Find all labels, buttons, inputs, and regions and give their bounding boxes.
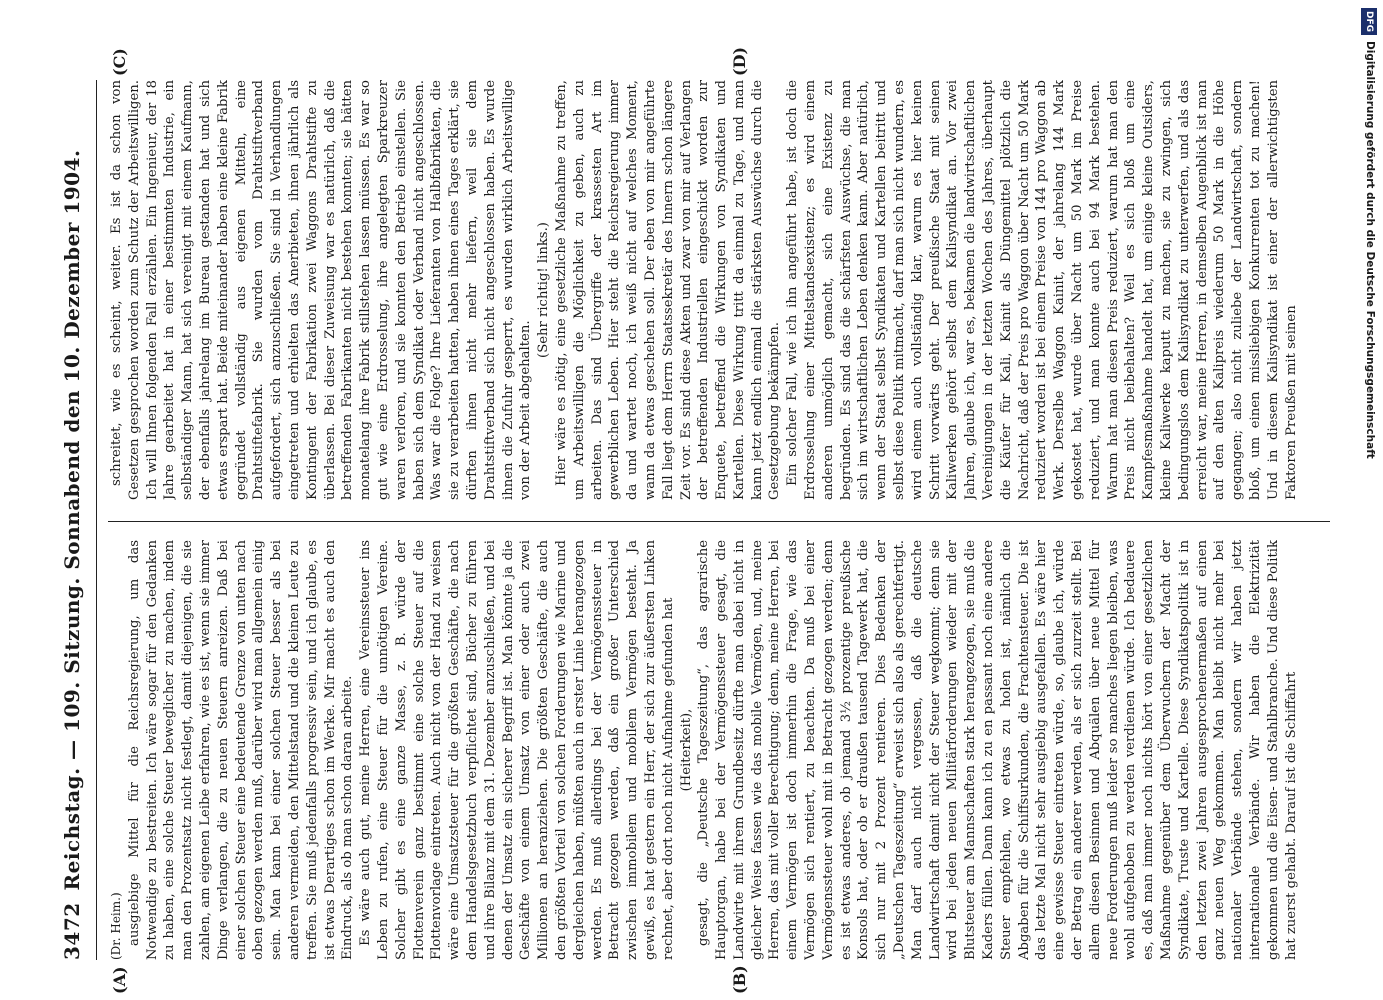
page-header <box>60 80 90 960</box>
page-title: Reichstag. — 109. Sitzung. Sonnabend den 10. Dezember 1904. <box>60 149 84 891</box>
digitization-credit <box>1362 8 1378 992</box>
left-column <box>108 540 1300 960</box>
margin-mark-b: (B) <box>730 965 749 994</box>
dfg-logo: DFG <box>1361 8 1377 35</box>
right-column <box>108 80 1300 500</box>
document-page <box>30 40 1360 1000</box>
credit-text: Digitalisierung gefördert durch die Deutsche Forschungsgemeinschaft <box>1364 41 1376 459</box>
paragraph: Hier wäre es nötig, eine gesetzliche Maßnahme zu treffen, um Arbeitswilligen die Möglichkeit zu geben, auch zu arbeiten. Das sind Übergriffe der krassesten Art im gewerblichen Leben. Hier steht die Reichsregierung immer da und wartet noch, ich weiß nicht auf welches Moment, wann da etwas geschehen soll. Der eben von mir angeführte Fall liegt dem Herrn Staatssekretär des Innern schon längere Zeit vor. Es sind diese Akten und zwar von mir auf Verlangen der betreffenden Industriellen eingeschickt worden zur Enquete, betreffend die Wirkungen von Syndikaten und Kartellen. Diese Wirkung tritt da einmal zu Tage, und man kann jetzt endlich einmal die stärksten Auswüchse durch die Gesetzgebung bekämpfen. <box>553 80 783 500</box>
paragraph: Ein solcher Fall, wie ich ihn angeführt habe, ist doch die Erdrosselung einer Mittelstandsexistenz; es wird einem anderen unmöglich gemacht, sich eine Existenz zu begründen. Es sind das die schärfsten Auswüchse, die man sich im wirtschaftlichen Leben denken kann. Aber natürlich, wenn der Staat selbst Syndikaten und Kartellen beitritt und selbst diese Politik mitmacht, darf man sich nicht wundern, es wird einem auch vollständig klar, warum es hier keinen Schritt vorwärts geht. Der preußische Staat mit seinen Kaliwerken gehört selbst dem Kalisyndikat an. Vor zwei Jahren, glaube ich, war es, bekamen die landwirtschaftlichen Vereinigungen in der letzten Wochen des Jahres, überhaupt die Käufer für Kali, Kainit als Düngemittel plötzlich die Nachricht, daß der Preis pro Waggon über Nacht um 50 Mark reduziert worden ist bei einem Preise von 144 pro Waggon ab Werk. Derselbe Waggon Kainit, der jahrelang 144 Mark gekostet hat, wurde über Nacht um 50 Mark im Preise reduziert, und man konnte auch bei 94 Mark bestehen. Warum hat man diesen Preis reduziert, warum hat man den Preis nicht beibehalten? Weil es sich bloß um eine Kampfesmaßnahme handelt hat, um einige kleine Outsiders, kleine Kaliwerke kaputt zu machen, sie zu zwingen, sich bedingungslos dem Kalisyndikat zu unterwerfen, und als das erreicht war, meine Herren, in demselben Augenblick ist man auf den alten Kalipreis wiederum 50 Mark in die Höhe gegangen; also nicht zuliebe der Landwirtschaft, sondern bloß, um einen missliebigen Konkurrenten tot zu machen! Und in diesem Kalisyndikat ist einer der allerwichtigsten Faktoren Preußen mit seinen <box>785 80 1299 500</box>
paragraph: ausgiebige Mittel für die Reichsregierung, um das Notwendige zu bestreiten. Ich wäre sogar für den Gedanken zu haben, eine solche Steuer beweglicher zu machen, indem man den Prozentsatz nicht festlegt, damit diejenigen, die sie zahlen, am eigenen Leibe erfahren, wie es ist, wenn sie immer Dinge verlangen, die zu neuen Steuern anreizen. Daß bei einer solchen Steuer eine bedeutende Grenze von unten nach oben gezogen werden muß, darüber wird man allgemein einig sein. Man kann bei einer solchen Steuer besser als bei anderen vermeiden, den Mittelstand und die kleinen Leute zu treffen. Sie muß jedenfalls progressiv sein, und ich glaube, es ist etwas Derartiges schon im Werke. Mir macht es auch den Eindruck, als ob man schon daran arbeite. <box>126 540 356 960</box>
margin-mark-c: (C) <box>110 48 129 76</box>
paragraph: Es wäre auch gut, meine Herren, eine Vereinssteuer ins Leben zu rufen, eine Steuer für die unnötigen Vereine. Solcher gibt es eine ganze Masse, z. B. würde der Flottenverein ganz bestimmt eine solche Steuer auf die Flottenvorlage eintreten. Auch nicht von der Hand zu weisen wäre eine Umsatzsteuer für die größten Geschäfte, die nach dem Handelsgesetzbuch verpflichtet sind, Bücher zu führen und ihre Bilanz mit dem 31. Dezember anzuschließen, und bei denen der Umsatz ein sicherer Begriff ist. Man könnte ja die Geschäfte von einem Umsatz von einer oder auch zwei Millionen an heranziehen. Die größten Geschäfte, die auch den größten Vorteil von solchen Forderungen wie Marine und dergleichen haben, müßten auch in erster Linie herangezogen werden. Es muß allerdings bei der Vermögenssteuer in Betracht gezogen werden, daß ein großer Unterschied zwischen immobilem und mobilem Vermögen besteht. Ja gewiß, es hat gestern ein Herr, der sich zur äußersten Linken rechnet, aber dort noch nicht Aufnahme gefunden hat <box>358 540 676 960</box>
page-number: 3472 <box>60 902 84 960</box>
paragraph: gesagt, die „Deutsche Tageszeitung“, das agrarische Hauptorgan, habe bei der Vermögenssteuer gesagt, die Landwirte mit ihrem Grundbesitz dürfte man dabei nicht in gleicher Weise fassen wie das mobile Vermögen, und, meine Herren, das mit voller Berechtigung; denn, meine Herren, bei einem Vermögen ist doch immerhin die Frage, wie das Vermögen sich rentiert, zu beachten. Da muß bei einer Vermögenssteuer wohl mit in Betracht gezogen werden; denn es ist etwas anderes, ob jemand 3½ prozentige preußische Konsols hat, oder ob er draußen tausend Tagewerk hat, die sich nur mit 2 Prozent rentieren. Dies Bedenken der „Deutschen Tageszeitung“ erweist sich also als gerechtfertigt. Man darf auch nicht vergessen, daß die deutsche Landwirtschaft damit nicht der Steuer wegkommt; denn sie wird bei jeden neuen Militärforderungen wieder mit der Blutsteuer am Mannschaften stark herangezogen, sie muß die Kaders füllen. Dann kann ich zu en passant noch eine andere Steuer empfehlen, wo etwas zu holen ist, nämlich die Abgaben für die Schiffsurkunden, die Frachtensteuer. Die ist das letzte Mal nicht sehr ausgiebig ausgefallen. Es wäre hier eine gewisse Steuer eintreten würde, so, glaube ich, würde der Betrag ein anderer werden, als er sich zurzeit stellt. Bei allem diesen Besinnen und Abquälen über neue Mittel für neue Forderungen muß leider so manches liegen bleiben, was wohl aufgehoben zu werden verdienen würde. Ich bedauere es, daß man immer noch nichts hört von einer gesetzlichen Maßnahme gegenüber dem Überwuchern der Macht der Syndikate, Truste und Kartelle. Diese Syndikatspolitik ist in den letzten zwei Jahren ausgesprochenermaßen auf einen ganz neuen Weg gekommen. Man bleibt nicht mehr bei nationaler Verbände stehen, sondern wir haben jetzt internationale Verbände. Wir haben die Elektrizität gekommen und die Eisen- und Stahlbranche. Und diese Politik hat zuerst gehabt. Darauf ist die Schiffahrt <box>696 540 1299 960</box>
margin-mark-a: (A) <box>110 966 129 994</box>
paragraph: schreitet, wie es scheint, weiter. Es ist da schon von Gesetzen gesprochen worden zum Schutz der Arbeitswilligen. Ich will Ihnen folgenden Fall erzählen. Ein Ingenieur, der 18 Jahre gearbeitet hat in einer bestimmten Industrie, ein selbständiger Mann, hat sich vereinigt mit einem Kaufmann, der ebenfalls jahrelang im Bureau gestanden hat und sich etwas erspart hat. Beide miteinander haben eine kleine Fabrik gegründet vollständig aus eigenen Mitteln, eine Drahtstiftefabrik. Sie wurden vom Drahtstiftverband aufgefordert, sich anzuschließen. Sie sind in Verhandlungen eingetreten und erhielten das Anerbieten, ihnen jährlich als Kontingent der Fabrikation zwei Waggons Drahtstifte zu überlassen. Bei dieser Zuweisung war es natürlich, daß die betreffenden Fabrikanten nicht bestehen konnten; sie hätten monatelang ihre Fabrik stillstehen lassen müssen. Es war so gut wie eine Erdrosselung, ihre angelegten Sparkreuzer waren verloren, und sie konnten den Betrieb einstellen. Sie haben sich dem Syndikat oder Verband nicht angeschlossen. Was war die Folge? Ihre Lieferanten von Halbfabrikaten, die sie zu verarbeiten hatten, haben ihnen eines Tages erklärt, sie dürften ihnen nicht mehr liefern, weil sie dem Drahtstiftverband sich nicht angeschlossen haben. Es wurde ihnen die Zufuhr gesperrt, es wurden wirklich Arbeitswillige von der Arbeit abgehalten. <box>109 80 534 500</box>
margin-mark-d: (D) <box>730 46 749 76</box>
interjection: (Sehr richtig! links.) <box>536 222 552 358</box>
speaker-label: (Dr. Heim.) <box>109 892 123 960</box>
column-divider <box>108 521 1330 522</box>
interjection: (Heiterkeit), <box>678 708 694 792</box>
header-rule <box>96 80 97 960</box>
